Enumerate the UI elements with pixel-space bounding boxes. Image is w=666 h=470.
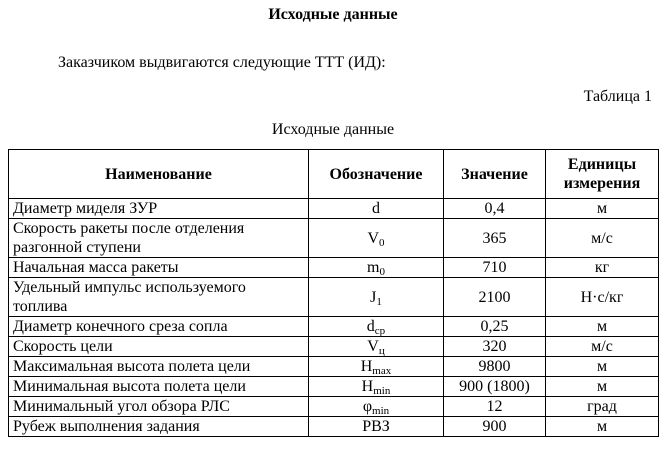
- row-value: 320: [444, 337, 546, 357]
- row-name: Диаметр миделя ЗУР: [9, 199, 309, 219]
- row-name: Удельный импульс используемого топлива: [9, 278, 309, 317]
- symbol-subscript: 0: [379, 236, 385, 249]
- row-value: 9800: [444, 357, 546, 377]
- row-unit: м/с: [546, 337, 659, 357]
- row-unit: м/с: [546, 219, 659, 258]
- row-symbol: [309, 219, 444, 258]
- table-row: [9, 357, 659, 377]
- row-name: Рубеж выполнения задания: [9, 417, 309, 437]
- table-row: [9, 199, 659, 219]
- row-unit: м: [546, 199, 659, 219]
- symbol-main: H: [360, 358, 373, 375]
- symbol-subscript: max: [372, 365, 392, 377]
- symbol-main: d: [372, 200, 380, 217]
- row-symbol: [309, 377, 444, 397]
- row-unit: кг: [546, 258, 659, 278]
- row-unit: м: [546, 377, 659, 397]
- source-data-table: [8, 149, 659, 437]
- row-name: Начальная масса ракеты: [9, 258, 309, 278]
- symbol-main: d: [366, 318, 375, 335]
- symbol-subscript: min: [372, 405, 390, 417]
- row-symbol: [309, 199, 444, 219]
- symbol-subscript: 0: [379, 266, 385, 278]
- symbol-main: φ: [362, 398, 373, 415]
- row-name: Минимальная высота полета цели: [9, 377, 309, 397]
- table-row: [9, 417, 659, 437]
- table-row: [9, 317, 659, 337]
- symbol-main: V: [367, 338, 379, 355]
- row-value: 2100: [444, 278, 546, 317]
- symbol-subscript: 1: [376, 295, 382, 308]
- row-unit: м: [546, 317, 659, 337]
- symbol-subscript: min: [373, 385, 391, 397]
- row-symbol: [309, 417, 444, 437]
- row-symbol: [309, 258, 444, 278]
- header-symbol: Обозначение: [309, 150, 444, 199]
- row-value: 0,25: [444, 317, 546, 337]
- row-unit: м: [546, 417, 659, 437]
- row-unit: Н·с/кг: [546, 278, 659, 317]
- row-symbol: [309, 278, 444, 317]
- symbol-main: H: [361, 378, 374, 395]
- row-unit: град: [546, 397, 659, 417]
- table-caption: Исходные данные: [271, 121, 395, 138]
- table-row: [9, 278, 659, 317]
- row-value: 0,4: [444, 199, 546, 219]
- row-name: Минимальный угол обзора РЛС: [9, 397, 309, 417]
- row-value: 12: [444, 397, 546, 417]
- row-symbol: [309, 397, 444, 417]
- row-symbol: [309, 337, 444, 357]
- table-row: [9, 337, 659, 357]
- header-value: Значение: [444, 150, 546, 199]
- table-number: Таблица 1: [583, 88, 652, 105]
- symbol-main: m: [367, 259, 380, 276]
- row-name: Скорость ракеты после отделения разгонной ступени: [9, 219, 309, 258]
- symbol-subscript: ср: [374, 325, 386, 337]
- row-name: Скорость цели: [9, 337, 309, 357]
- row-unit: м: [546, 357, 659, 377]
- table-row: [9, 219, 659, 258]
- row-symbol: [309, 357, 444, 377]
- header-name: Наименование: [9, 150, 309, 199]
- symbol-main: V: [367, 229, 380, 247]
- row-name: Диаметр конечного среза сопла: [9, 317, 309, 337]
- header-unit: Единицы измерения: [546, 150, 659, 199]
- row-value: 365: [444, 219, 546, 258]
- intro-text: Заказчиком выдвигаются следующие ТТТ (ИД):: [58, 54, 386, 71]
- table-row: [9, 258, 659, 278]
- row-value: 900: [444, 417, 546, 437]
- table-row: [9, 377, 659, 397]
- row-name: Максимальная высота полета цели: [9, 357, 309, 377]
- symbol-main: J: [370, 288, 377, 306]
- symbol-main: РВЗ: [362, 418, 390, 435]
- row-value: 900 (1800): [444, 377, 546, 397]
- row-value: 710: [444, 258, 546, 278]
- row-symbol: [309, 317, 444, 337]
- table-row: [9, 397, 659, 417]
- symbol-subscript: ц: [378, 345, 385, 357]
- document-title: Исходные данные: [268, 6, 398, 23]
- table-header-row: [9, 150, 659, 199]
